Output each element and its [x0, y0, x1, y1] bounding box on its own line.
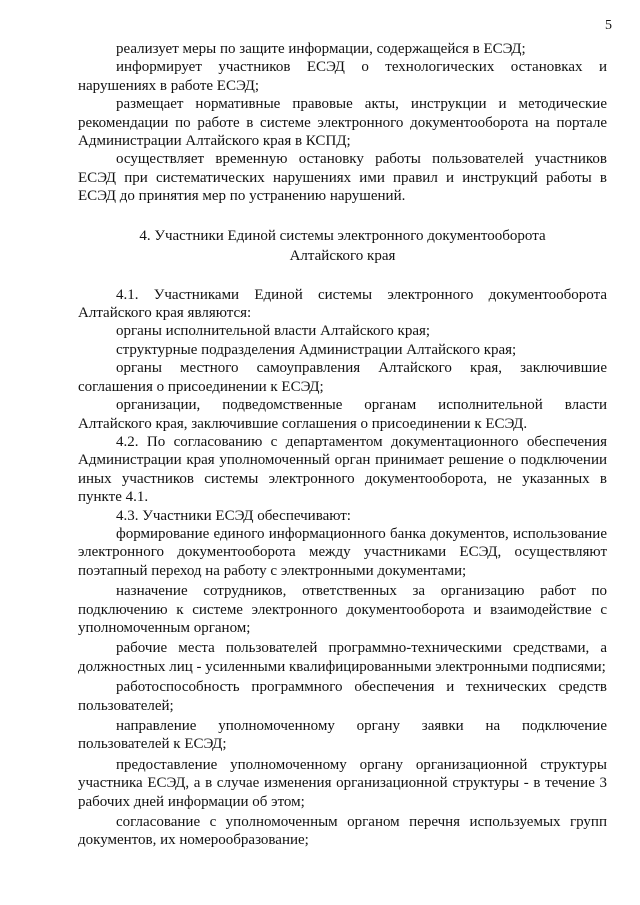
paragraph: организации, подведомственные органам исполнительной власти Алтайского края, заключившие соглашения о присоединении к ЕСЭД.	[78, 397, 607, 432]
paragraph: 4.3. Участники ЕСЭД обеспечивают:	[116, 507, 351, 524]
paragraph: 4.2. По согласованию с департаментом документационного обеспечения Администрации края уполномоченный орган принимает решение о подключении иных участников системы электронного документооборота, не указанных в пункте 4.1.	[78, 433, 607, 506]
paragraph: работоспособность программного обеспечения и технических средств пользователей;	[78, 679, 607, 714]
paragraph: органы местного самоуправления Алтайского края, заключившие соглашения о присоединении к ЕСЭД;	[78, 360, 607, 395]
section-heading-line: 4. Участники Единой системы электронного документооборота	[139, 227, 546, 244]
document-body	[78, 40, 607, 850]
paragraph: осуществляет временную остановку работы пользователей участников ЕСЭД при систематических нарушениях ими правил и инструкций работы в ЕСЭД до принятия мер по устранению нарушений.	[78, 151, 607, 205]
paragraph: 4.1. Участниками Единой системы электронного документооборота Алтайского края являются:	[78, 286, 607, 322]
paragraph: предоставление уполномоченному органу организационной структуры участника ЕСЭД, а в случае изменения организационной структуры - в течение 3 рабочих дней информации об этом;	[78, 756, 607, 810]
paragraph: органы исполнительной власти Алтайского края;	[116, 323, 431, 340]
paragraph: информирует участников ЕСЭД о технологических остановках и нарушениях в работе ЕСЭД;	[78, 59, 607, 94]
paragraph: структурные подразделения Администрации Алтайского края;	[116, 341, 517, 358]
paragraph: формирование единого информационного банка документов, использование электронного документооборота между участниками ЕСЭД, осуществляют поэтапный переход на работу с электронными документами;	[78, 525, 607, 579]
paragraph: направление уполномоченному органу заявки на подключение пользователей к ЕСЭД;	[78, 718, 607, 753]
paragraph: согласование с уполномоченным органом перечня используемых групп документов, их номерообразование;	[78, 814, 607, 849]
paragraph: назначение сотрудников, ответственных за организацию работ по подключению к системе электронного документооборота и взаимодействие с уполномоченным органом;	[78, 583, 607, 636]
paragraph: реализует меры по защите информации, содержащейся в ЕСЭД;	[116, 41, 526, 57]
section-heading-line: Алтайского края	[289, 247, 396, 264]
section-heading	[78, 226, 607, 266]
paragraph: размещает нормативные правовые акты, инструкции и методические рекомендации по работе в системе электронного документооборота на портале Администрации Алтайского края в КСПД;	[78, 96, 607, 150]
page-number: 5	[605, 18, 612, 33]
paragraph: рабочие места пользователей программно-техническими средствами, а должностных лиц - усиленными квалифицированными электронными подписями;	[78, 640, 607, 675]
